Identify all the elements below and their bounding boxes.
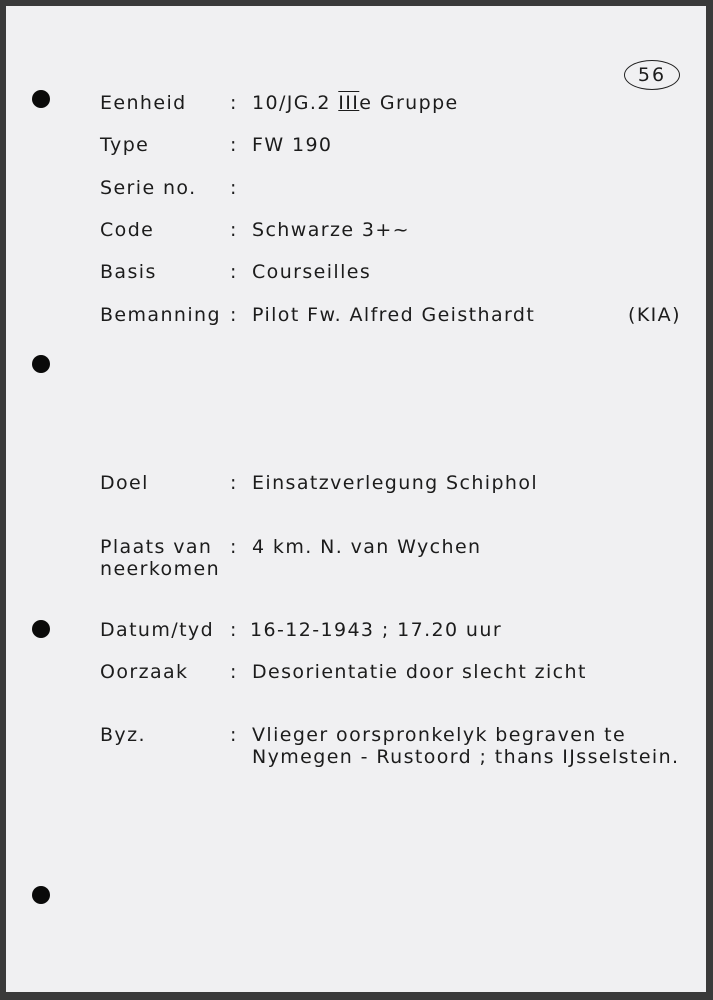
field-label: Basis	[100, 261, 157, 283]
field-label: Byz.	[100, 724, 146, 746]
field-label: Type	[100, 134, 150, 156]
field-label: Oorzaak	[100, 661, 189, 683]
field-value: Schwarze 3+~	[252, 219, 410, 241]
field-value: Courseilles	[252, 261, 372, 283]
field-colon: :	[230, 304, 238, 326]
field-colon: :	[230, 661, 238, 683]
field-colon: :	[230, 472, 238, 494]
field-value: Pilot Fw. Alfred Geisthardt	[252, 304, 536, 326]
field-colon: :	[230, 536, 238, 558]
field-label: Bemanning	[100, 304, 221, 326]
field-label: Code	[100, 219, 155, 241]
document-page	[6, 6, 706, 992]
field-label: Serie no.	[100, 177, 197, 199]
gruppe-suffix: e Gruppe	[359, 92, 459, 114]
field-value	[252, 92, 459, 114]
field-label: Datum/tyd	[100, 619, 215, 641]
field-colon: :	[230, 92, 238, 114]
field-colon: :	[230, 619, 238, 641]
field-label: Plaats van	[100, 536, 213, 558]
punch-hole-3	[32, 620, 50, 638]
unit-designation: 10/JG.2	[252, 92, 339, 114]
field-value: FW 190	[252, 134, 333, 156]
punch-hole-1	[32, 90, 50, 108]
field-label: Doel	[100, 472, 149, 494]
punch-hole-2	[32, 355, 50, 373]
field-value: Desorientatie door slecht zicht	[252, 661, 587, 683]
page-number: 56	[624, 60, 680, 90]
field-value: Vlieger oorspronkelyk begraven te	[252, 724, 627, 746]
field-label: Eenheid	[100, 92, 187, 114]
field-colon: :	[230, 219, 238, 241]
field-colon: :	[230, 134, 238, 156]
field-value-line2: Nymegen - Rustoord ; thans IJsselstein.	[252, 746, 680, 768]
field-value: 16-12-1943 ; 17.20 uur	[250, 619, 503, 641]
crew-status: (KIA)	[628, 304, 681, 326]
field-value: Einsatzverlegung Schiphol	[252, 472, 539, 494]
field-value: 4 km. N. van Wychen	[252, 536, 482, 558]
field-colon: :	[230, 261, 238, 283]
gruppe-numeral: III	[338, 92, 360, 114]
field-colon: :	[230, 177, 238, 199]
punch-hole-4	[32, 886, 50, 904]
field-colon: :	[230, 724, 238, 746]
field-label-line2: neerkomen	[100, 558, 221, 580]
